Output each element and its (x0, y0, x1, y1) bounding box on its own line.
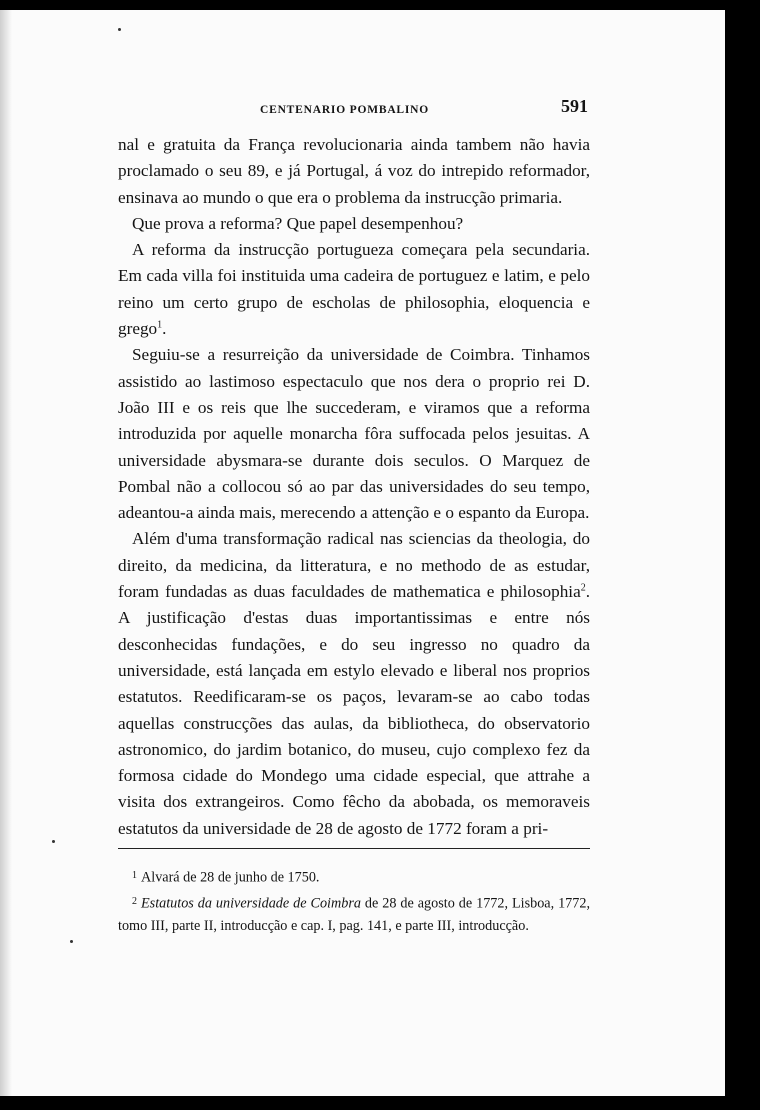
footnote-1-number: 1 (132, 870, 137, 881)
footnote-2-number: 2 (132, 895, 137, 907)
paragraph-5: Além d'uma transformação radical nas sciencias da theologia, do direito, da medicina, da litteratura, e no methodo de as estudar, foram fundadas as duas faculdades de mathematica e philosophia$^2$. A justificação d'estas duas importantissimas e entre nós desconhecidas fundações, e do seu ingresso no quadro da universidade, está lançada em estylo elevado e liberal nos proprios estatutos. Reedificaram-se os paços, levaram-se ao cabo todas aquellas construcções das aulas, da bibliotheca, do observatorio astronomico, do jardim botanico, do museu, cujo complexo fez da formosa cidade do Mondego uma cidade especial, que attrahe a visita dos extrangeiros. Como fêcho da abobada, os memoraveis estatutos da universidade de 28 de agosto de 1772 foram a pri- (118, 529, 590, 838)
footnote-ref-2: 2 (580, 582, 586, 594)
paragraph-2: Que prova a reforma? Que papel desempenhou? (132, 213, 464, 233)
book-page (0, 10, 725, 1096)
paragraph-5-continuation: A justificação d'estas duas importantissimas e entre nós desconhecidas fundações, e do seu ingresso no quadro da universidade, está lançada em estylo elevado e liberal nos proprios estatutos. Reedificaram-se os paços, levaram-se ao cabo todas aquellas construcções das aulas, da bibliotheca, do observatorio astronomico, do jardim botanico, do museu, cujo complexo fez da formosa cidade do Mondego uma cidade especial, que attrahe a visita dos extrangeiros. Como fêcho da abobada, os memoraveis estatutos da universidade de 28 de agosto de 1772 foram a pri- (118, 608, 590, 838)
paragraph-5-text: Além d'uma transformação radical nas sciencias da theologia, do direito, da medicina, da litteratura, e no methodo de as estudar, foram fundadas as duas faculdades de mathematica e philosophia (118, 529, 590, 602)
page-header (118, 96, 588, 126)
footnotes (118, 864, 590, 938)
footnote-2 (118, 890, 590, 939)
running-title: CENTENARIO POMBALINO (260, 104, 430, 116)
scan-speck (52, 840, 55, 843)
paragraph-4: Seguiu-se a resurreição da universidade de Coimbra. Tinhamos assistido ao lastimoso espectaculo que nos dera o proprio rei D. João III e os reis que lhe succederam, e viramos que a reforma introduzida por aquelle monarcha fôra suffocada pelos jesuitas. A universidade abysmara-se durante dois seculos. O Marquez de Pombal não a collocou só ao par das universidades do seu tempo, adeantou-a ainda mais, merecendo a attenção e o espanto da Europa. (118, 345, 590, 523)
footnote-1-text: Alvará de 28 de junho de 1750. (141, 869, 320, 886)
paragraph-1: nal e gratuita da França revolucionaria ainda tambem não havia proclamado o seu 89, e já Portugal, á voz do intrepido reformador, ensinava ao mundo o que era o problema da instrucção primaria. (118, 135, 590, 207)
page-number: 591 (561, 96, 588, 116)
scan-speck (70, 940, 73, 943)
footnote-rule (118, 848, 590, 849)
paragraph-3: A reforma da instrucção portugueza começara pela secundaria. Em cada villa foi instituida uma cadeira de portuguez e latim, e pelo reino um certo grupo de escholas de philosophia, eloquencia e grego$^1$. (118, 240, 590, 339)
body-text (118, 132, 590, 842)
paragraph-3-text: A reforma da instrucção portugueza começara pela secundaria. Em cada villa foi instituida uma cadeira de portuguez e latim, e pelo reino um certo grupo de escholas de philosophia, eloquencia e grego (118, 240, 590, 339)
footnote-1 (118, 864, 590, 890)
footnote-ref-1: 1 (157, 319, 163, 331)
scan-speck (118, 28, 121, 31)
footnote-2-text: de 28 de agosto de 1772, Lisboa, 1772, tomo III, parte II, introducção e cap. I, pag. 141, e parte III, introducção. (118, 895, 591, 934)
footnote-2-title: Estatutos da universidade de Coimbra (141, 895, 361, 911)
